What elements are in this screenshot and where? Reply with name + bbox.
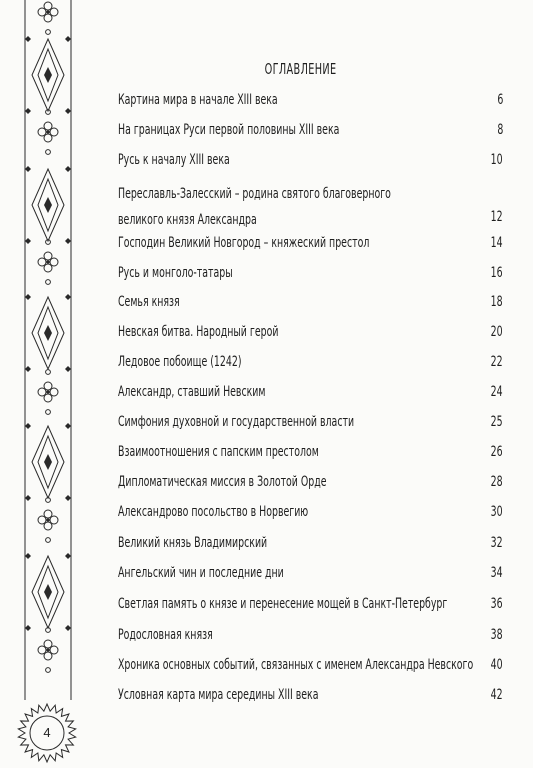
- toc-entry-title-line: Взаимоотношения с папским престолом: [118, 444, 319, 460]
- toc-entry-title: [118, 655, 473, 675]
- toc-entry-title: [118, 120, 339, 140]
- toc-entry-page: 26: [491, 444, 503, 460]
- toc-entry-title-line: Хроника основных событий, связанных с именем Александра Невского: [118, 657, 474, 673]
- toc-entry-page: 25: [491, 414, 503, 430]
- toc-entry-title: [118, 412, 354, 432]
- toc-entry-title: [118, 181, 391, 233]
- toc-entry-title-line: великого князя Александра: [118, 212, 257, 228]
- toc-entry-title: [118, 442, 319, 462]
- toc-entry-title: [118, 263, 233, 283]
- table-of-contents: [118, 0, 503, 767]
- toc-entry-title-line: Картина мира в начале XIII века: [118, 92, 278, 108]
- toc-entry-title-line: Русь к началу XIII века: [118, 152, 230, 168]
- toc-entry-title: [118, 502, 308, 522]
- toc-entry-title: [118, 625, 213, 645]
- toc-entry-title-line: Александр, ставший Невским: [118, 384, 266, 400]
- toc-entry-page: 8: [497, 122, 503, 138]
- toc-entry-title: [118, 292, 180, 312]
- toc-entry-title-line: Александрово посольство в Норвегию: [118, 504, 309, 520]
- toc-entry-title-line: Симфония духовной и государственной власти: [118, 414, 355, 430]
- toc-entry-title: [118, 472, 327, 492]
- toc-entry-title-line: Дипломатическая миссия в Золотой Орде: [118, 474, 327, 490]
- toc-entry-title-line: Господин Великий Новгород – княжеский престол: [118, 235, 370, 251]
- toc-entry-page: 6: [497, 92, 503, 108]
- toc-entry-title-line: Переславль-Залесский – родина святого благоверного: [118, 186, 391, 202]
- toc-entry-title: [118, 150, 230, 170]
- ornament-pattern-icon: [22, 0, 74, 700]
- toc-entry-title: [118, 533, 267, 553]
- toc-entry-page: 10: [491, 152, 503, 168]
- toc-entry-title: [118, 563, 284, 583]
- toc-entry-title-line: Ледовое побоище (1242): [118, 354, 242, 370]
- page-number-badge: [16, 702, 78, 764]
- toc-entry-title-line: Русь и монголо-татары: [118, 265, 233, 281]
- toc-entry-page: 40: [491, 657, 503, 673]
- toc-entry-page: 28: [491, 474, 503, 490]
- toc-entry-page: 12: [491, 209, 503, 225]
- toc-entry-title: [118, 233, 369, 253]
- toc-entry-title-line: Условная карта мира середины XIII века: [118, 687, 319, 703]
- toc-entry-title-line: Семья князя: [118, 294, 180, 310]
- toc-entry-page: 32: [491, 535, 503, 551]
- toc-entry-title: [118, 685, 318, 705]
- toc-entry-title-line: Ангельский чин и последние дни: [118, 565, 284, 581]
- toc-entry-title: [118, 594, 447, 614]
- toc-entry-page: 16: [491, 265, 503, 281]
- toc-entry-page: 24: [491, 384, 503, 400]
- toc-entry-title: [118, 382, 265, 402]
- toc-entry-page: 42: [491, 687, 503, 703]
- toc-entry-page: 22: [491, 354, 503, 370]
- toc-entry-title: [118, 322, 278, 342]
- toc-entry-page: 34: [491, 565, 503, 581]
- page-number: 4: [43, 725, 51, 740]
- toc-entry-title-line: Родословная князя: [118, 627, 213, 643]
- decorative-border: [22, 0, 74, 700]
- toc-entry-title: [118, 352, 242, 372]
- toc-entry-page: 38: [491, 627, 503, 643]
- toc-entry-title: [118, 90, 278, 110]
- toc-entry-title-line: Невская битва. Народный герой: [118, 324, 279, 340]
- toc-entry-page: 30: [491, 504, 503, 520]
- toc-entry-title-line: Великий князь Владимирский: [118, 535, 268, 551]
- toc-entry-page: 36: [491, 596, 503, 612]
- toc-entry-page: 18: [491, 294, 503, 310]
- toc-entry-page: 14: [491, 235, 503, 251]
- toc-entry-title-line: Светлая память о князе и перенесение мощей в Санкт-Петербург: [118, 596, 448, 612]
- toc-entry-title-line: На границах Руси первой половины XIII века: [118, 122, 340, 138]
- toc-title: ОГЛАВЛЕНИЕ: [264, 60, 337, 78]
- toc-entry-page: 20: [491, 324, 503, 340]
